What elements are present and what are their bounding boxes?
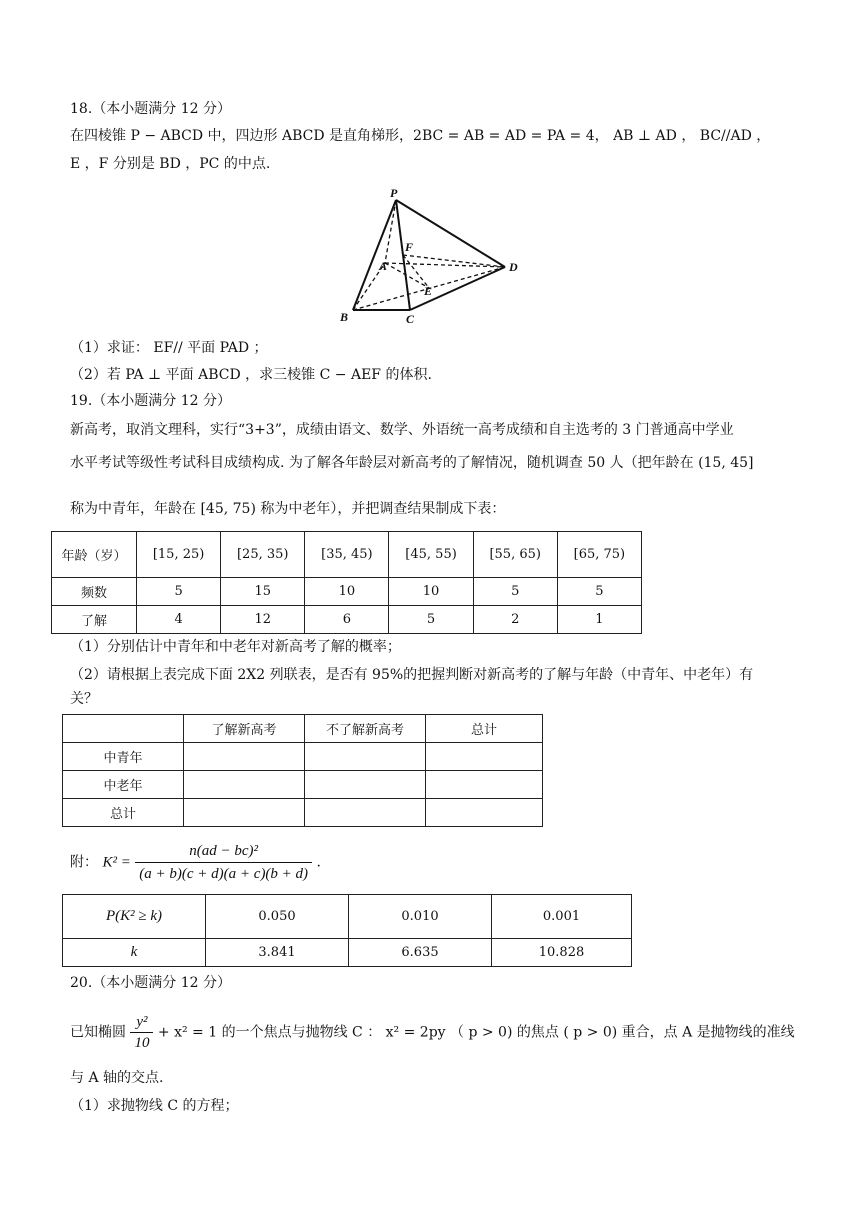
q18-stem-line2: E ，F 分别是 BD ，PC 的中点.: [70, 156, 271, 172]
q18-stem-line1: 在四棱锥 P − ABCD 中，四边形 ABCD 是直角梯形，2BC = AB = AD = PA = 4， AB ⊥ AD ， BC//AD ，: [70, 128, 771, 144]
contingency-cell: 总计: [426, 715, 543, 743]
survey-header-cell: [15, 25): [137, 532, 221, 578]
label-p: P: [390, 186, 398, 200]
q18-part1: （1）求证： EF// 平面 PAD ；: [70, 340, 268, 356]
critical-cell: 10.828: [492, 939, 632, 967]
survey-header-cell: 年龄（岁）: [52, 532, 137, 578]
critical-value-table: [62, 894, 632, 967]
contingency-cell: [184, 771, 305, 799]
q19-stem-line2: 水平考试等级性考试科目成绩构成. 为了解各年龄层对新高考的了解情况，随机调查 50 人（把年龄在 (15, 45]: [70, 455, 754, 471]
survey-cell: 10: [389, 578, 473, 606]
q19-stem-line1: 新高考，取消文理科，实行“3+3”，成绩由语文、数学、外语统一高考成绩和自主选考的 3 门普通高中学业: [70, 422, 734, 438]
contingency-cell: [184, 743, 305, 771]
q20-stem-line1: [70, 1012, 795, 1053]
critical-cell: 3.841: [206, 939, 349, 967]
label-f: F: [405, 240, 414, 254]
contingency-cell: [63, 715, 184, 743]
ellipse-numerator: y²: [130, 1012, 153, 1033]
ellipse-fraction: [130, 1012, 153, 1053]
survey-cell: 12: [221, 606, 305, 634]
q18-part2: （2）若 PA ⊥ 平面 ABCD ，求三棱锥 C − AEF 的体积.: [70, 367, 432, 383]
survey-cell: 频数: [52, 578, 137, 606]
formula-end: .: [316, 854, 321, 871]
q20-stem-a: 已知椭圆: [70, 1024, 126, 1041]
label-a: A: [379, 259, 388, 273]
label-e: E: [424, 284, 433, 298]
q19-part2-line2: 关？: [70, 691, 98, 707]
critical-cell: 6.635: [349, 939, 492, 967]
pyramid-figure: [330, 185, 530, 325]
contingency-cell: 不了解新高考: [305, 715, 426, 743]
survey-header-cell: [25, 35): [221, 532, 305, 578]
survey-cell: 5: [473, 578, 557, 606]
survey-cell: 5: [389, 606, 473, 634]
survey-header-cell: [35, 45): [305, 532, 389, 578]
formula-denominator: (a + b)(c + d)(a + c)(b + d): [139, 866, 309, 882]
formula-prefix: 附：: [70, 854, 98, 871]
label-c: C: [406, 312, 415, 325]
ellipse-denominator: 10: [134, 1035, 150, 1051]
critical-cell: P(K² ≥ k): [63, 895, 206, 939]
q20-header: 20.（本小题满分 12 分）: [70, 975, 231, 991]
survey-cell: 5: [557, 578, 641, 606]
survey-header-cell: [65, 75): [557, 532, 641, 578]
critical-cell: 0.050: [206, 895, 349, 939]
formula-numerator: n(ad − bc)²: [135, 840, 312, 863]
critical-cell: k: [63, 939, 206, 967]
k2-formula: [70, 840, 321, 885]
critical-cell: 0.001: [492, 895, 632, 939]
contingency-table: [62, 714, 543, 827]
label-d: D: [509, 260, 518, 274]
contingency-cell: [184, 799, 305, 827]
formula-lhs: K² =: [102, 854, 131, 871]
formula-fraction: [135, 840, 312, 885]
survey-cell: 了解: [52, 606, 137, 634]
q19-stem-line3: 称为中青年，年龄在 [45, 75) 称为中老年），并把调查结果制成下表：: [70, 501, 506, 517]
contingency-cell: [305, 743, 426, 771]
contingency-cell: [305, 771, 426, 799]
q18-header: 18.（本小题满分 12 分）: [70, 101, 231, 117]
contingency-cell: [305, 799, 426, 827]
q19-part2-line1: （2）请根据上表完成下面 2X2 列联表，是否有 95%的把握判断对新高考的了解与年龄（中青年、中老年）有: [70, 667, 754, 683]
q20-part1: （1）求抛物线 C 的方程；: [70, 1098, 239, 1114]
survey-cell: 10: [305, 578, 389, 606]
survey-cell: 6: [305, 606, 389, 634]
survey-cell: 1: [557, 606, 641, 634]
contingency-cell: 中老年: [63, 771, 184, 799]
survey-cell: 15: [221, 578, 305, 606]
contingency-cell: [426, 799, 543, 827]
contingency-cell: [426, 743, 543, 771]
contingency-cell: 了解新高考: [184, 715, 305, 743]
survey-cell: 4: [137, 606, 221, 634]
q19-part1: （1）分别估计中青年和中老年对新高考了解的概率；: [70, 639, 401, 655]
q20-stem-b: + x² = 1 的一个焦点与抛物线 C ： x² = 2py （ p > 0) 的焦点 ( p > 0) 重合，点 A 是抛物线的准线: [157, 1024, 795, 1041]
survey-header-cell: [55, 65): [473, 532, 557, 578]
critical-cell: 0.010: [349, 895, 492, 939]
contingency-cell: [426, 771, 543, 799]
label-b: B: [340, 310, 349, 324]
contingency-cell: 总计: [63, 799, 184, 827]
survey-cell: 5: [137, 578, 221, 606]
survey-cell: 2: [473, 606, 557, 634]
q19-header: 19.（本小题满分 12 分）: [70, 393, 231, 409]
survey-header-cell: [45, 55): [389, 532, 473, 578]
contingency-cell: 中青年: [63, 743, 184, 771]
survey-table: [51, 531, 642, 634]
q20-stem-line2: 与 A 轴的交点.: [70, 1070, 164, 1086]
